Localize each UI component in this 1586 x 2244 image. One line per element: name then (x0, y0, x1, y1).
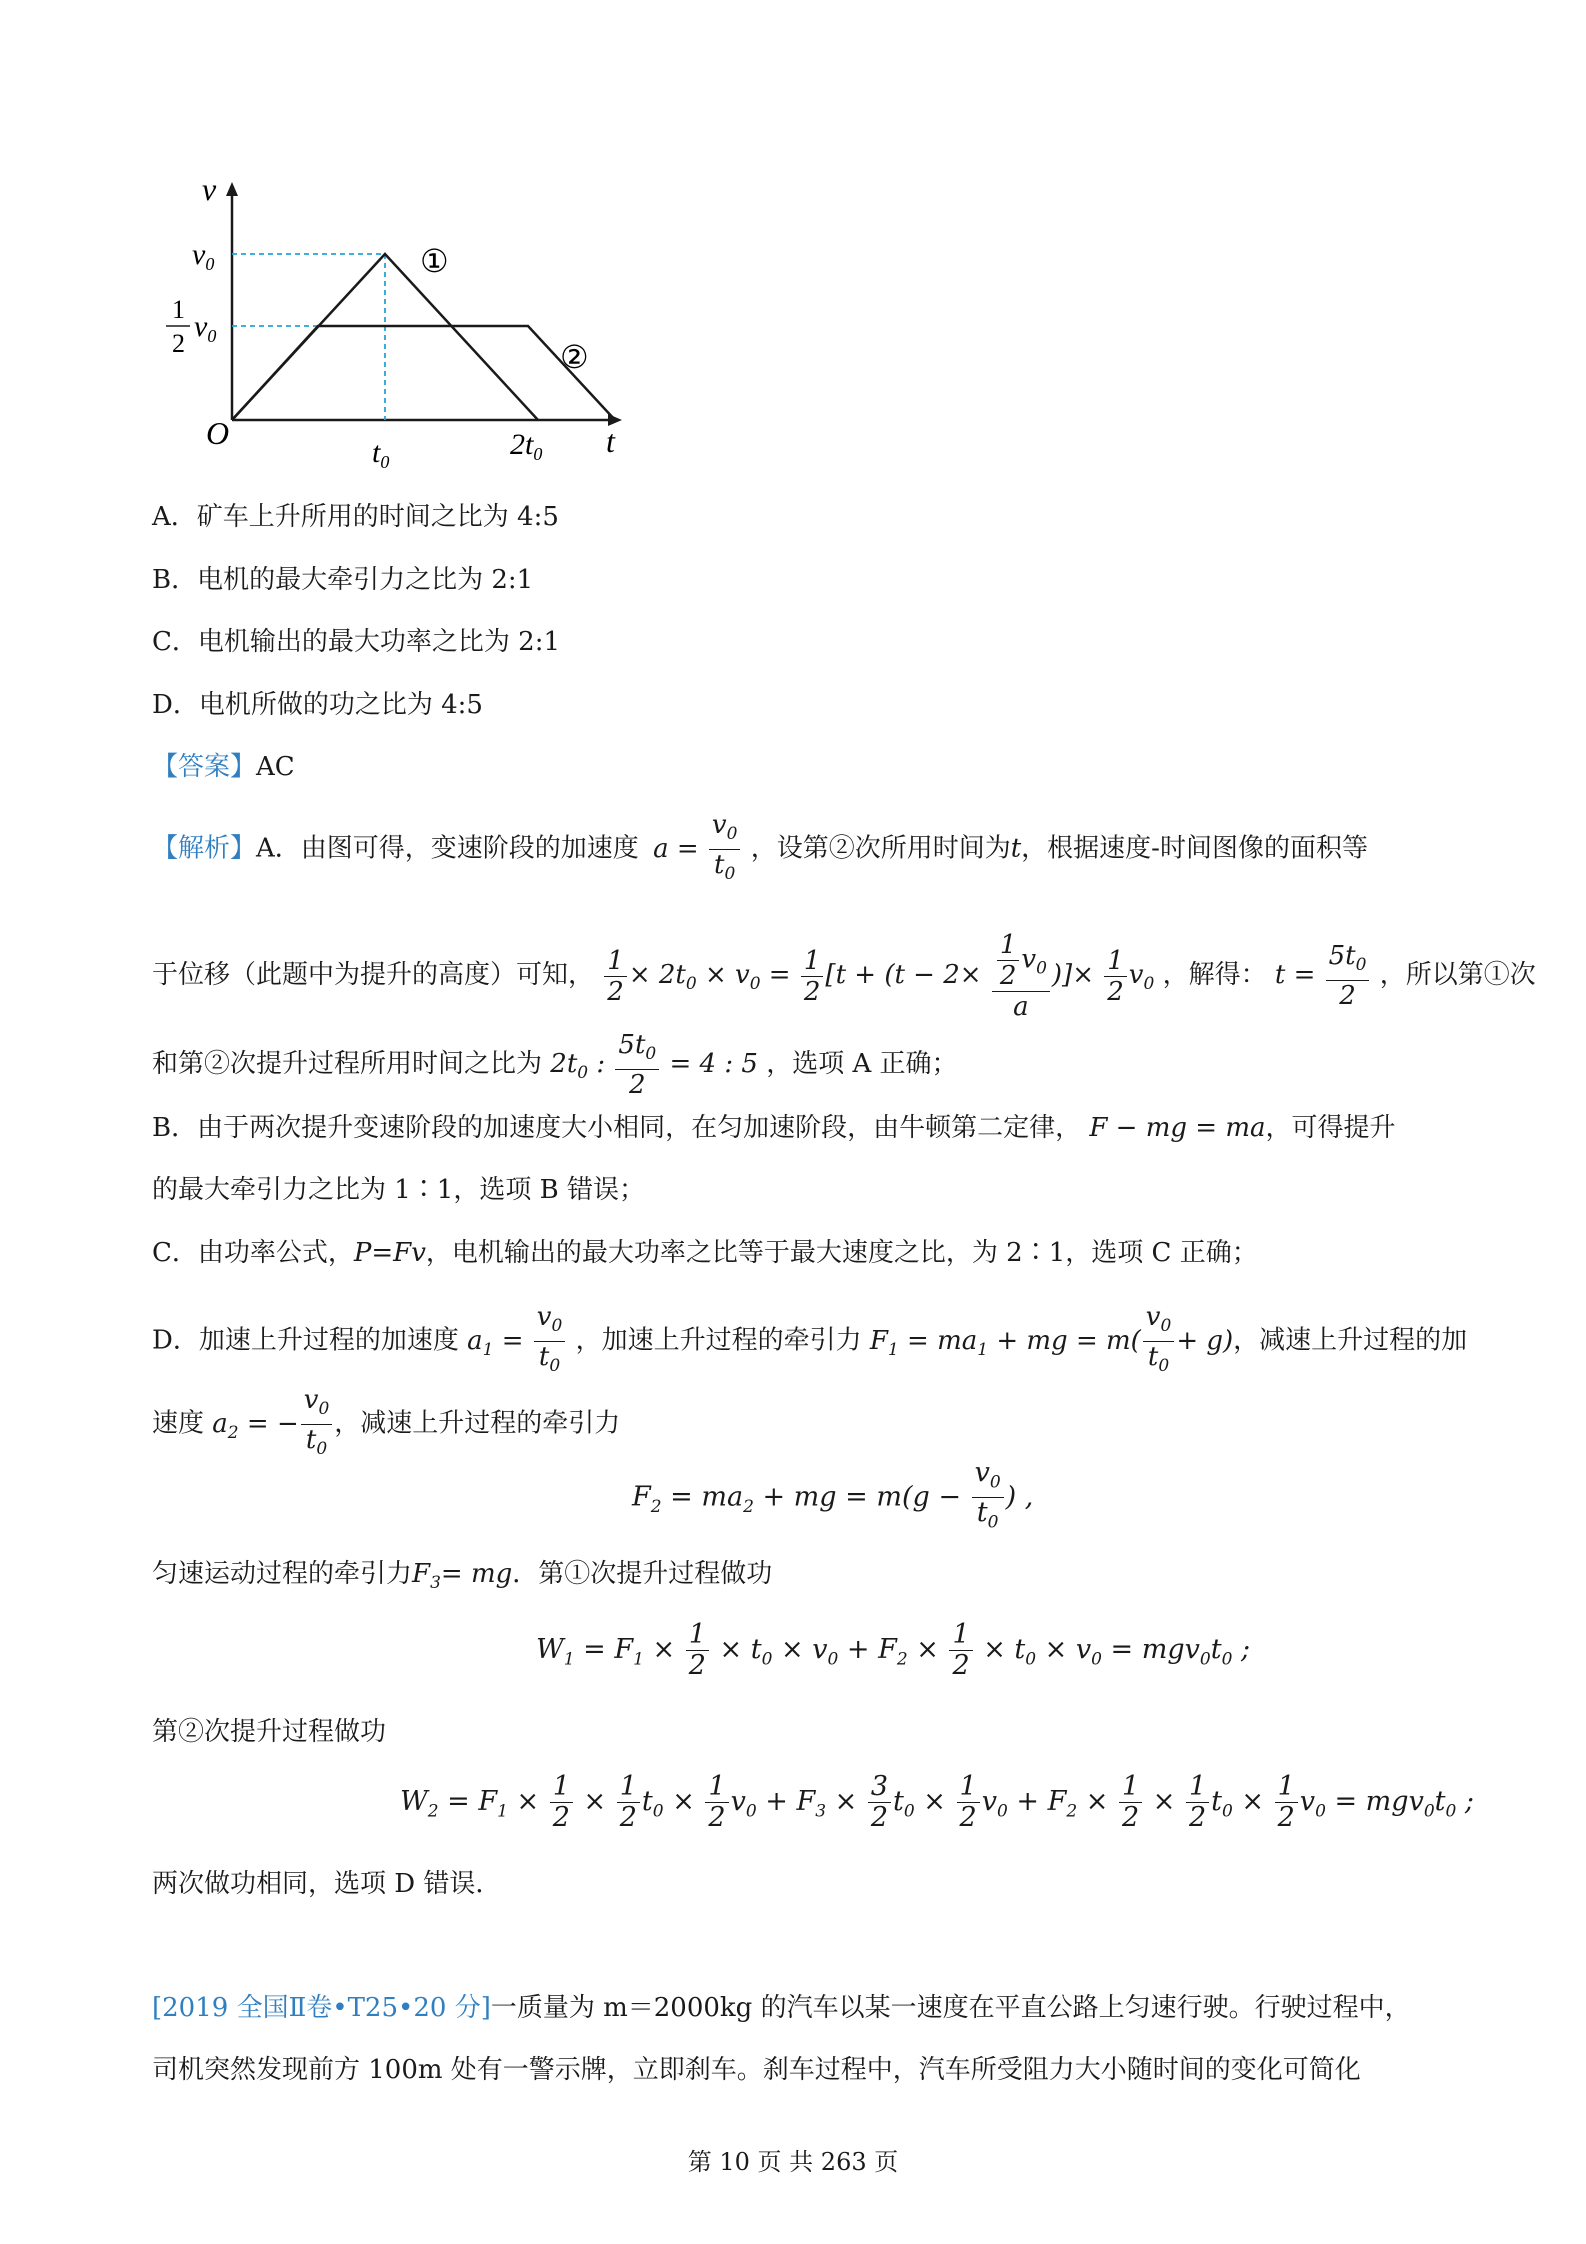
axis-t-label: t (606, 423, 615, 459)
analysis-text: 速度 (152, 1408, 205, 1439)
option-a: A．矿车上升所用的时间之比为 4:5 (152, 502, 559, 532)
analysis-text: ，减速上升过程的加 (1233, 1325, 1468, 1356)
analysis-d-line-2 (152, 1385, 620, 1464)
analysis-text: D．加速上升过程的加速度 (152, 1325, 459, 1356)
formula-a1: $a_1$ = $\frac{v_0}{t_0}$ (467, 1326, 575, 1356)
question-text: 一质量为 m＝2000kg 的汽车以某一速度在平直公路上匀速行驶。行驶过程中， (490, 1993, 1411, 2023)
analysis-f-line: 第②次提升过程做功 (152, 1717, 387, 1747)
formula-F3-symbol: F (412, 1559, 431, 1589)
analysis-line-3 (152, 1030, 958, 1100)
answer-tag: 【答案】 (152, 752, 257, 782)
analysis-text: ，所以第①次 (1379, 960, 1536, 990)
analysis-text: C．由功率公式， (152, 1238, 354, 1268)
formula-power: P=Fv (353, 1238, 426, 1268)
analysis-text: ，根据速度-时间图像的面积等 (1021, 833, 1368, 864)
formula-t-solution: t = $\frac{5t_0}{2}$ (1275, 960, 1380, 990)
formula-W1: $W_1 = F_1$ × $\frac{1}{2}$ × $t_0 \times v_0 + F_2$ × $\frac{1}{2}$ × $t_0 \times v_0 = mgv_0t_0$ ; (536, 1619, 1251, 1681)
page-footer: 第 10 页 共 263 页 (687, 2148, 899, 2176)
option-b: B．电机的最大牵引力之比为 2:1 (152, 565, 534, 595)
answer-value: AC (256, 752, 295, 782)
question-source: [2019 全国Ⅱ卷•T25•20 分] (152, 1993, 491, 2023)
formula-time-ratio: $2t_0$ : $\frac{5t_0}{2}$ = 4 : 5 (550, 1030, 767, 1101)
analysis-text: ，可得提升 (1265, 1113, 1396, 1143)
formula-area-equality: $\frac{1}{2}$ × $2t_0 \times v_0$ = $\frac{1}{2}$ [t + (t − 2× $\frac{1}{2}$ $v_0$ a )]× $\frac{1}{2}$ $v_0$ (602, 960, 1162, 990)
answer-line (152, 747, 295, 787)
next-question-line-2: 司机突然发现前方 100m 处有一警示牌，立即刹车。刹车过程中，汽车所受阻力大小随时间的变化可简化 (152, 2055, 1361, 2085)
analysis-line-2 (152, 930, 1536, 1022)
t0-label: $t_0$ (372, 436, 390, 472)
analysis-text: ，设第②次所用时间为 (750, 833, 1011, 864)
option-d: D．电机所做的功之比为 4:5 (152, 690, 483, 720)
analysis-text: ，解得： (1162, 960, 1267, 990)
half-denominator: 2 (172, 329, 185, 358)
curve-1-label: ① (420, 242, 449, 280)
formula-W2: $W_2 = F_1$ × $\frac{1}{2}$ × $\frac{1}{2}$ $t_0$ × $\frac{1}{2}$ $v_0 + F_3$ × $\frac{3}{2}$ $t_0$ × $\frac{1}{2}$ $v_0 + F_2$ × $\frac{1}{2}$ × $\frac{1}{2}$ $t_0$ × $\frac{1}{2}$ $v_0 = mgv_0t_0$ ; (400, 1771, 1475, 1833)
analysis-tag: 【解析】 (152, 833, 257, 864)
analysis-text: 匀速运动过程的牵引力 (152, 1559, 413, 1589)
formula-a2: $a_2$ = − $\frac{v_0}{t_0}$ (212, 1409, 334, 1439)
origin-label: O (206, 415, 230, 451)
v-axis-arrow (226, 182, 238, 196)
half-v0-label: $v_0$ (194, 310, 217, 346)
variable-t: t (1010, 833, 1022, 864)
velocity-time-graph (150, 172, 650, 472)
analysis-text: ，减速上升过程的牵引力 (334, 1408, 621, 1439)
analysis-b-line-2: 的最大牵引力之比为 1∶1，选项 B 错误； (152, 1175, 645, 1205)
v0-label: $v_0$ (192, 238, 215, 274)
analysis-c-line (152, 1233, 1258, 1273)
curve-2 (232, 326, 615, 420)
option-c: C．电机输出的最大功率之比为 2:1 (152, 627, 561, 657)
formula-a-def: a = $\frac{v_0}{t_0}$ (653, 834, 751, 864)
analysis-g-line: 两次做功相同，选项 D 错误． (152, 1869, 502, 1899)
analysis-text: A．由图可得，变速阶段的加速度 (256, 833, 639, 864)
curve-2-label: ② (560, 338, 589, 376)
analysis-text: ，选项 A 正确； (766, 1049, 958, 1080)
analysis-text: ．第①次提升过程做功 (512, 1559, 773, 1589)
analysis-b-line-1 (152, 1108, 1396, 1148)
half-numerator: 1 (172, 295, 185, 324)
analysis-text: 于位移（此题中为提升的高度）可知， (152, 960, 595, 990)
analysis-text: ，加速上升过程的牵引力 (575, 1325, 862, 1356)
formula-F3-value: = mg (440, 1559, 513, 1589)
analysis-text: B．由于两次提升变速阶段的加速度大小相同，在匀加速阶段，由牛顿第二定律， (152, 1113, 1082, 1143)
analysis-text: 和第②次提升过程所用时间之比为 (152, 1049, 543, 1080)
analysis-e-line: 匀速运动过程的牵引力$F_3=$ mg．第①次提升过程做功 (152, 1559, 773, 1594)
2t0-label: $2t_0$ (510, 428, 543, 464)
formula-F2: $F_2 = ma_2$ + mg = m(g − $\frac{v_0}{t_0}$ ) , (632, 1457, 1034, 1533)
formula-F1: $F_1 = ma_1$ + mg = m( $\frac{v_0}{t_0}$ + g) (869, 1302, 1234, 1377)
analysis-line-1 (152, 810, 1368, 889)
analysis-text: ，电机输出的最大功率之比等于最大速度之比，为 2∶1，选项 C 正确； (425, 1238, 1258, 1268)
formula-newton: F − mg = ma (1089, 1113, 1266, 1143)
axis-v-label: v (202, 172, 217, 207)
analysis-d-line-1 (152, 1302, 1467, 1381)
next-question-line-1 (152, 1988, 1411, 2028)
